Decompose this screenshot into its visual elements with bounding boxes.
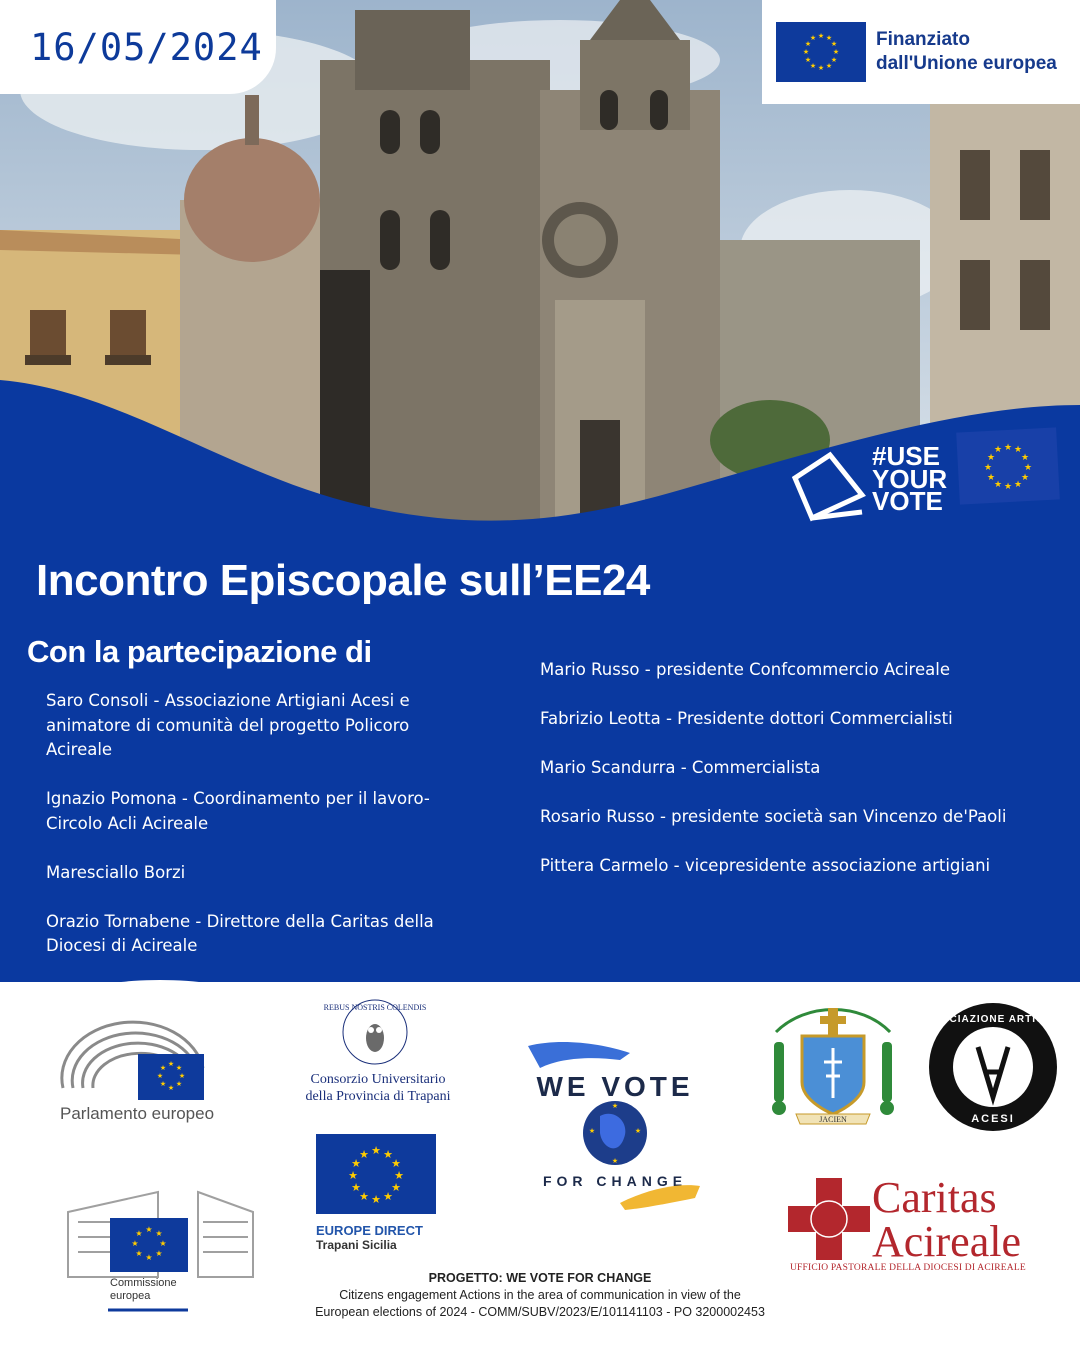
svg-text:★: ★ <box>809 62 817 70</box>
svg-text:★: ★ <box>135 1249 143 1258</box>
svg-text:★: ★ <box>371 1144 381 1157</box>
we-vote-top: WE VOTE <box>536 1071 694 1102</box>
svg-text:★: ★ <box>809 34 817 42</box>
svg-text:★: ★ <box>611 1102 619 1110</box>
eu-flag-icon <box>956 427 1060 504</box>
caritas-cross-icon <box>788 1178 870 1260</box>
caritas-title: Caritas <box>872 1173 997 1222</box>
svg-text:★: ★ <box>993 480 1003 490</box>
consorzio-line1: Consorzio Universitario <box>310 1072 446 1087</box>
svg-text:★: ★ <box>832 48 840 56</box>
svg-text:★: ★ <box>371 1193 381 1206</box>
svg-text:★: ★ <box>155 1249 163 1258</box>
svg-text:★: ★ <box>175 1080 183 1088</box>
page-title: Incontro Episcopale sull’EE24 <box>36 556 650 605</box>
participant-item: Rosario Russo - presidente società san Vincenzo de'Paoli <box>540 807 1007 826</box>
campaign-line2: YOUR <box>872 464 948 494</box>
svg-text:★: ★ <box>175 1064 183 1072</box>
svg-text:★: ★ <box>804 56 812 64</box>
commission-line2: europea <box>110 1290 151 1302</box>
participant-item: Ignazio Pomona - Coordinamento per il lavoro- Circolo Acli Acireale <box>46 789 430 833</box>
consorzio-label <box>298 1071 458 1105</box>
artigiani-bottom: ACESI <box>971 1113 1015 1125</box>
svg-text:★: ★ <box>159 1064 167 1072</box>
consorzio-line2: della Provincia di Trapani <box>305 1089 451 1104</box>
svg-text:★: ★ <box>167 1060 175 1068</box>
participant-item: Fabrizio Leotta - Presidente dottori Commercialisti <box>540 709 953 728</box>
campaign-line3: VOTE <box>872 486 943 516</box>
svg-text:★: ★ <box>159 1080 167 1088</box>
europe-direct-sublabel: Trapani Sicilia <box>316 1238 397 1252</box>
svg-text:★: ★ <box>830 56 838 64</box>
participant-item: Orazio Tornabene - Direttore della Caritas della Diocesi di Acireale <box>46 911 434 955</box>
svg-text:★: ★ <box>1023 463 1033 473</box>
svg-text:★: ★ <box>383 1190 393 1203</box>
svg-text:★: ★ <box>817 64 825 72</box>
svg-text:★: ★ <box>351 1157 361 1170</box>
svg-text:★: ★ <box>1013 480 1023 490</box>
svg-text:★: ★ <box>1003 482 1013 492</box>
svg-text:★: ★ <box>802 48 810 56</box>
svg-text:★: ★ <box>1020 453 1030 463</box>
artigiani-top: ASSOCIAZIONE ARTIGIANI <box>917 1014 1069 1025</box>
svg-text:★: ★ <box>145 1253 153 1262</box>
svg-text:★: ★ <box>391 1181 401 1194</box>
svg-text:★: ★ <box>986 473 996 483</box>
caritas-subtitle: Acireale <box>872 1217 1021 1266</box>
jacien-label: JACIEN <box>819 1115 847 1124</box>
svg-text:★: ★ <box>588 1127 596 1135</box>
participant-item: Maresciallo Borzi <box>46 862 186 882</box>
participant-item: Pittera Carmelo - vicepresidente associazione artigiani <box>540 856 991 875</box>
svg-text:★: ★ <box>983 463 993 473</box>
eu-funded-line1: Finanziato <box>876 29 970 50</box>
wave-bump <box>90 972 230 992</box>
artigiani-acesi-logo <box>917 1002 1069 1132</box>
svg-text:★: ★ <box>394 1169 404 1182</box>
project-description-line2: European elections of 2024 - COMM/SUBV/2023/E/101141103 - PO 3200002453 <box>315 1305 765 1319</box>
svg-text:★: ★ <box>131 1239 139 1248</box>
europe-direct-label: EUROPE DIRECT <box>316 1223 423 1238</box>
svg-text:★: ★ <box>348 1169 358 1182</box>
svg-text:★: ★ <box>993 445 1003 455</box>
ballot-box-icon <box>795 455 862 518</box>
caritas-office: UFFICIO PASTORALE DELLA DIOCESI DI ACIREALE <box>790 1263 1026 1273</box>
svg-text:★: ★ <box>155 1229 163 1238</box>
svg-text:★: ★ <box>825 34 833 42</box>
participant-item: Mario Scandurra - Commercialista <box>540 758 821 777</box>
event-date: 16/05/2024 <box>0 0 276 94</box>
svg-text:★: ★ <box>825 62 833 70</box>
we-vote-for-change-logo <box>520 1038 705 1223</box>
svg-text:★: ★ <box>391 1157 401 1170</box>
eu-flag-icon <box>776 22 866 82</box>
svg-text:★: ★ <box>359 1148 369 1161</box>
participants-left-column <box>46 689 466 983</box>
participants-right-column <box>540 658 1060 903</box>
svg-text:★: ★ <box>804 40 812 48</box>
commission-line1: Commissione <box>110 1277 177 1289</box>
svg-text:★: ★ <box>817 32 825 40</box>
eu-funded-badge <box>762 0 1080 104</box>
svg-text:★: ★ <box>359 1190 369 1203</box>
parliament-label: Parlamento europeo <box>60 1104 215 1123</box>
svg-text:★: ★ <box>159 1239 167 1248</box>
svg-text:★: ★ <box>611 1157 619 1165</box>
svg-text:★: ★ <box>351 1181 361 1194</box>
use-your-vote-logo <box>790 430 1060 525</box>
svg-text:★: ★ <box>830 40 838 48</box>
project-name: PROGETTO: WE VOTE FOR CHANGE <box>428 1271 652 1285</box>
parliament-logo <box>58 1018 208 1104</box>
svg-text:★: ★ <box>135 1229 143 1238</box>
svg-text:★: ★ <box>383 1148 393 1161</box>
svg-text:★: ★ <box>986 453 996 463</box>
svg-text:★: ★ <box>1003 443 1013 453</box>
consorzio-motto: REBUS NOSTRIS COLENDIS <box>323 1003 427 1012</box>
bishop-coat-of-arms-logo <box>766 1002 900 1132</box>
svg-text:★: ★ <box>1020 473 1030 483</box>
consorzio-owl-logo <box>323 996 427 1068</box>
participant-item: Mario Russo - presidente Confcommercio Acireale <box>540 660 950 679</box>
svg-text:★: ★ <box>156 1072 164 1080</box>
commission-label <box>110 1277 177 1303</box>
svg-text:★: ★ <box>1013 445 1023 455</box>
participant-item: Saro Consoli - Associazione Artigiani Acesi e animatore di comunità del progetto Policoro Acireale <box>46 691 410 759</box>
svg-text:★: ★ <box>145 1225 153 1234</box>
eu-funded-text <box>876 28 1057 76</box>
project-description-line1: Citizens engagement Actions in the area of communication in view of the <box>339 1288 741 1302</box>
we-vote-bottom: FOR CHANGE <box>542 1173 688 1189</box>
campaign-line1: #USE <box>872 441 940 471</box>
svg-text:★: ★ <box>178 1072 186 1080</box>
svg-text:★: ★ <box>167 1084 175 1092</box>
eu-funded-line2: dall'Unione europea <box>876 53 1057 74</box>
europe-direct-flag-icon <box>316 1134 436 1214</box>
participants-heading: Con la partecipazione di <box>27 634 372 669</box>
svg-text:★: ★ <box>634 1127 642 1135</box>
project-footer <box>270 1270 810 1321</box>
